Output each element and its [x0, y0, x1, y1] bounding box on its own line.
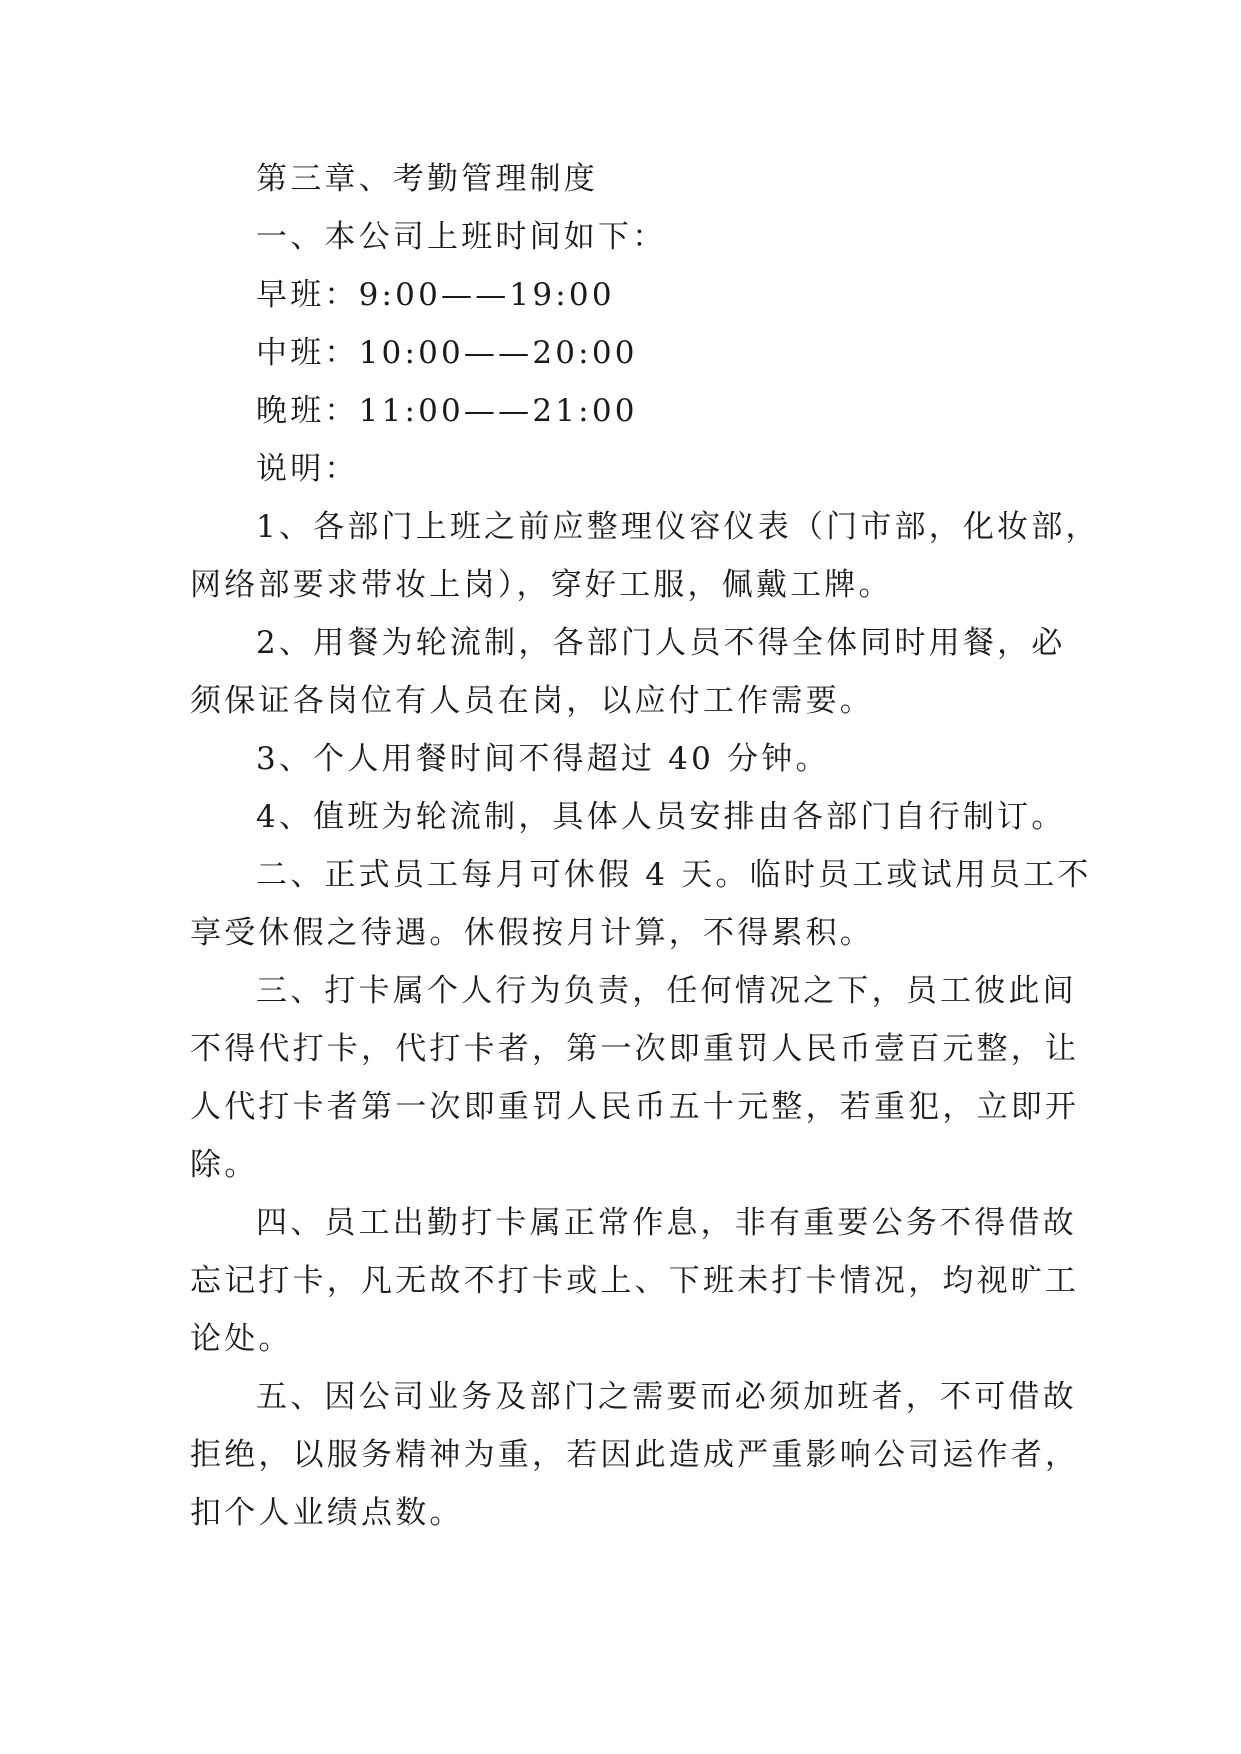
shift-early: 早班：9:00——19:00 — [256, 277, 615, 313]
rule-1 — [190, 498, 1100, 614]
section-2-line-1: 二、正式员工每月可休假 4 天。临时员工或试用员工不 — [256, 857, 1092, 893]
section-5-line-2: 拒绝，以服务精神为重，若因此造成严重影响公司运作者， — [190, 1437, 1080, 1473]
document-body — [190, 150, 1100, 1542]
rule-1-line-1: 1、各部门上班之前应整理仪容仪表（门市部，化妆部， — [256, 509, 1100, 545]
section-3-line-2: 不得代打卡，代打卡者，第一次即重罚人民币壹百元整，让 — [190, 1031, 1080, 1067]
section-5-line-1: 五、因公司业务及部门之需要而必须加班者，不可借故 — [256, 1379, 1077, 1415]
shift-late: 晚班：11:00——21:00 — [256, 393, 638, 429]
rule-3: 3、个人用餐时间不得超过 40 分钟。 — [256, 741, 830, 777]
section-4-line-1: 四、员工出勤打卡属正常作息，非有重要公务不得借故 — [256, 1205, 1077, 1241]
section-5 — [190, 1368, 1080, 1542]
section-2 — [190, 846, 1092, 962]
section-4-line-2: 忘记打卡，凡无故不打卡或上、下班未打卡情况，均视旷工 — [190, 1263, 1080, 1299]
rule-4: 4、值班为轮流制，具体人员安排由各部门自行制订。 — [256, 799, 1066, 835]
section-4 — [190, 1194, 1080, 1368]
section-1-heading: 一、本公司上班时间如下： — [256, 219, 667, 255]
section-3 — [190, 962, 1080, 1194]
rule-1-line-2: 网络部要求带妆上岗），穿好工服，佩戴工牌。 — [190, 567, 893, 603]
shift-middle: 中班：10:00——20:00 — [256, 335, 638, 371]
chapter-title: 第三章、考勤管理制度 — [256, 161, 598, 197]
rule-2-line-2: 须保证各岗位有人员在岗，以应付工作需要。 — [190, 683, 874, 719]
rule-2-line-1: 2、用餐为轮流制，各部门人员不得全体同时用餐，必 — [256, 625, 1066, 661]
section-3-line-3: 人代打卡者第一次即重罚人民币五十元整，若重犯，立即开 — [190, 1089, 1080, 1125]
section-3-line-4: 除。 — [190, 1147, 259, 1183]
notes-label: 说明： — [256, 451, 359, 487]
section-5-line-3: 扣个人业绩点数。 — [190, 1495, 464, 1531]
section-4-line-3: 论处。 — [190, 1321, 293, 1357]
section-3-line-1: 三、打卡属个人行为负责，任何情况之下，员工彼此间 — [256, 973, 1077, 1009]
section-2-line-2: 享受休假之待遇。休假按月计算，不得累积。 — [190, 915, 874, 951]
rule-2 — [190, 614, 1066, 730]
